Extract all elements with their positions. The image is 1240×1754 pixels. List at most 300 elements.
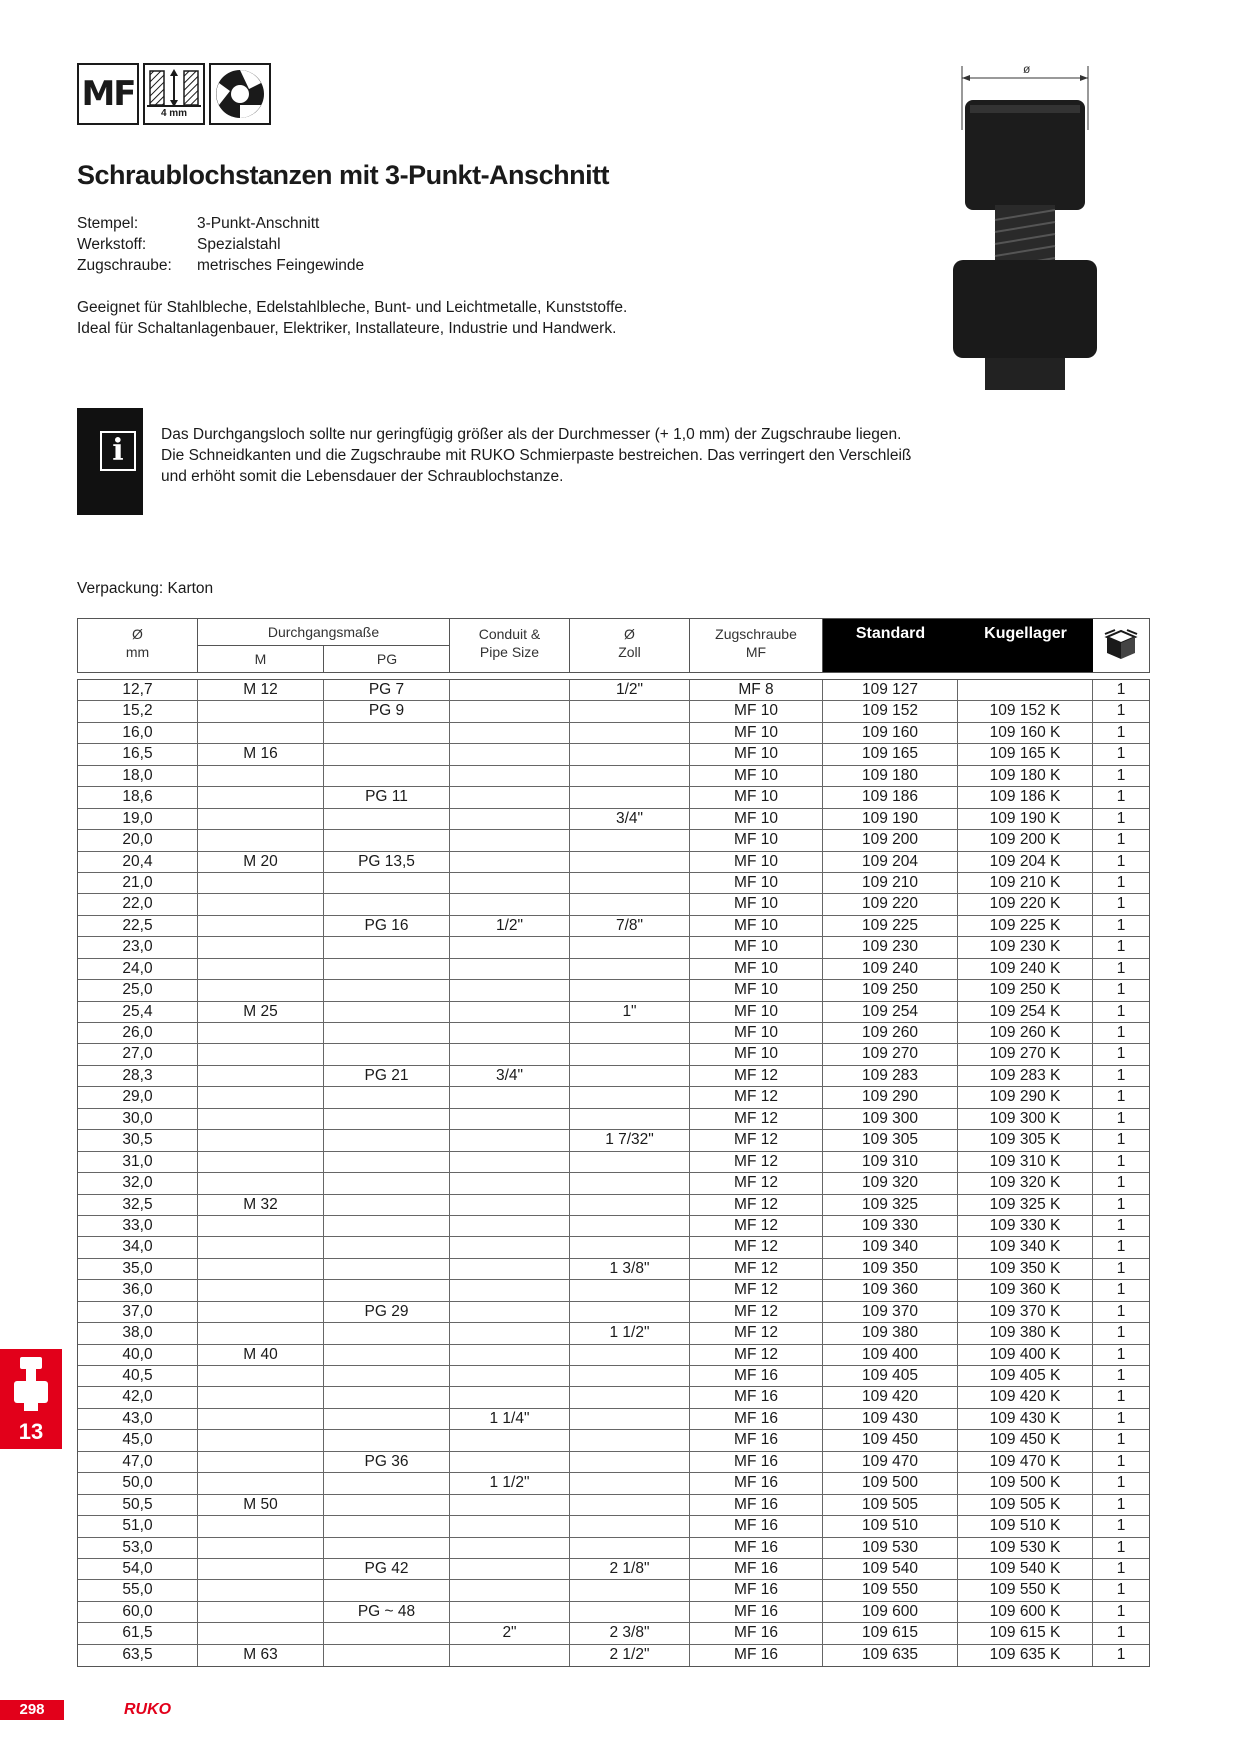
cell-diameter: 23,0 <box>78 937 198 957</box>
table-row <box>78 1195 1149 1216</box>
cell-conduit <box>450 852 570 872</box>
three-point-cutter-icon <box>209 63 271 125</box>
cell-m <box>198 980 324 1000</box>
cell-pg <box>324 1473 450 1493</box>
cell-diameter: 18,6 <box>78 787 198 807</box>
cell-conduit <box>450 1280 570 1300</box>
cell-diameter: 16,0 <box>78 723 198 743</box>
table-row <box>78 830 1149 851</box>
cell-conduit <box>450 680 570 700</box>
cell-screw: MF 10 <box>690 701 823 721</box>
table-row <box>78 1645 1149 1666</box>
cell-kugellager: 109 254 K <box>958 1002 1093 1022</box>
cell-package: 1 <box>1116 1367 1126 1384</box>
cell-conduit <box>450 1302 570 1322</box>
cell-m <box>198 830 324 850</box>
cell-kugellager: 109 340 K <box>958 1237 1093 1257</box>
cell-package: 1 <box>1116 1281 1126 1299</box>
cell-zoll <box>570 1237 690 1257</box>
cell-package: 1 <box>1116 1109 1126 1127</box>
cell-screw: MF 12 <box>690 1087 823 1107</box>
cell-conduit: 1 1/4" <box>450 1409 570 1429</box>
cell-diameter: 37,0 <box>78 1302 198 1322</box>
cell-kugellager: 109 505 K <box>958 1495 1093 1515</box>
col-screw: Zugschraube MF <box>690 619 823 672</box>
cell-screw: MF 12 <box>690 1109 823 1129</box>
cell-diameter: 55,0 <box>78 1580 198 1600</box>
cell-conduit <box>450 1216 570 1236</box>
cell-conduit <box>450 1452 570 1472</box>
page-title: Schraublochstanzen mit 3-Punkt-Anschnitt <box>77 160 610 190</box>
sheet-thickness-icon <box>145 65 203 109</box>
cell-standard: 109 470 <box>823 1452 958 1472</box>
cell-package: 1 <box>1116 916 1126 934</box>
cell-pg <box>324 1580 450 1600</box>
cell-screw: MF 12 <box>690 1323 823 1343</box>
table-row <box>78 1345 1149 1366</box>
cell-standard: 109 635 <box>823 1645 958 1666</box>
table-row <box>78 723 1149 744</box>
cell-m <box>198 1173 324 1193</box>
cell-kugellager: 109 250 K <box>958 980 1093 1000</box>
cell-screw: MF 16 <box>690 1430 823 1450</box>
cell-package: 1 <box>1116 1045 1126 1063</box>
cell-standard: 109 350 <box>823 1259 958 1279</box>
product-image <box>950 60 1100 400</box>
cell-pg: PG 9 <box>324 701 450 721</box>
table-row <box>78 1387 1149 1408</box>
cell-standard: 109 240 <box>823 959 958 979</box>
cell-zoll <box>570 1409 690 1429</box>
cell-diameter: 35,0 <box>78 1259 198 1279</box>
cell-package: 1 <box>1116 938 1126 956</box>
cell-diameter: 33,0 <box>78 1216 198 1236</box>
table-row <box>78 1216 1149 1237</box>
cell-package: 1 <box>1116 1302 1126 1320</box>
cell-diameter: 25,4 <box>78 1002 198 1022</box>
cell-screw: MF 10 <box>690 744 823 764</box>
cell-package: 1 <box>1116 1559 1126 1577</box>
cell-conduit <box>450 1044 570 1064</box>
brand-logo: RUKO <box>124 1701 172 1718</box>
cell-package: 1 <box>1116 1024 1126 1041</box>
cell-diameter: 63,5 <box>78 1645 198 1666</box>
cell-zoll <box>570 873 690 893</box>
cell-zoll <box>570 1580 690 1600</box>
cell-conduit <box>450 744 570 764</box>
cell-conduit <box>450 1559 570 1579</box>
cell-screw: MF 12 <box>690 1280 823 1300</box>
cell-standard: 109 450 <box>823 1430 958 1450</box>
cell-conduit <box>450 787 570 807</box>
cell-m <box>198 1109 324 1129</box>
cell-zoll <box>570 1109 690 1129</box>
cell-screw: MF 10 <box>690 830 823 850</box>
table-row <box>78 1559 1149 1580</box>
cell-package: 1 <box>1116 1474 1126 1492</box>
box-icon <box>1093 619 1149 672</box>
col-passage: Durchgangsmaße M PG <box>198 619 450 672</box>
table-row <box>78 1130 1149 1151</box>
cell-kugellager: 109 152 K <box>958 701 1093 721</box>
cell-kugellager: 109 310 K <box>958 1152 1093 1172</box>
cell-zoll: 2 3/8" <box>570 1623 690 1643</box>
table-row <box>78 873 1149 894</box>
cell-diameter: 45,0 <box>78 1430 198 1450</box>
cell-pg: PG 7 <box>324 680 450 700</box>
cell-package: 1 <box>1116 1238 1126 1256</box>
cell-conduit <box>450 1173 570 1193</box>
cell-kugellager: 109 204 K <box>958 852 1093 872</box>
cell-pg <box>324 1195 450 1215</box>
cell-kugellager: 109 260 K <box>958 1023 1093 1043</box>
cell-screw: MF 16 <box>690 1538 823 1558</box>
cell-zoll <box>570 1345 690 1365</box>
cell-m <box>198 766 324 786</box>
cell-package: 1 <box>1116 1345 1126 1363</box>
cell-m: M 50 <box>198 1495 324 1515</box>
cell-pg <box>324 1345 450 1365</box>
cell-m <box>198 1387 324 1407</box>
cell-screw: MF 12 <box>690 1152 823 1172</box>
cell-zoll <box>570 1602 690 1622</box>
cell-m <box>198 1430 324 1450</box>
cell-zoll <box>570 1538 690 1558</box>
cell-pg <box>324 1216 450 1236</box>
table-row <box>78 980 1149 1001</box>
cell-standard: 109 405 <box>823 1366 958 1386</box>
cell-m <box>198 1366 324 1386</box>
cell-diameter: 15,2 <box>78 701 198 721</box>
cell-kugellager: 109 330 K <box>958 1216 1093 1236</box>
cell-package: 1 <box>1116 1431 1126 1449</box>
cell-screw: MF 10 <box>690 787 823 807</box>
cell-standard: 109 190 <box>823 809 958 829</box>
cell-standard: 109 254 <box>823 1002 958 1022</box>
cell-standard: 109 550 <box>823 1580 958 1600</box>
cell-zoll <box>570 1173 690 1193</box>
cell-screw: MF 16 <box>690 1366 823 1386</box>
cell-m <box>198 1280 324 1300</box>
cell-zoll: 2 1/8" <box>570 1559 690 1579</box>
table-row <box>78 1109 1149 1130</box>
cell-zoll: 3/4" <box>570 809 690 829</box>
cell-conduit <box>450 1195 570 1215</box>
cell-screw: MF 10 <box>690 1023 823 1043</box>
cell-m <box>198 1259 324 1279</box>
table-row <box>78 1302 1149 1323</box>
table-row <box>78 959 1149 980</box>
cell-pg <box>324 1516 450 1536</box>
cell-pg <box>324 1538 450 1558</box>
cell-diameter: 42,0 <box>78 1387 198 1407</box>
info-box <box>77 408 143 515</box>
cell-standard: 109 180 <box>823 766 958 786</box>
cell-conduit <box>450 830 570 850</box>
info-text: Das Durchgangsloch sollte nur geringfügig größer als der Durchmesser (+ 1,0 mm) der Zugschraube liegen. Die Schneidkanten und die Zugschraube mit RUKO Schmierpaste bestreichen. Das verringert den Verschleiß und erhöht somit die Lebensdauer der Schraublochstanze. <box>161 426 912 485</box>
cell-package: 1 <box>1116 981 1126 999</box>
cell-package: 1 <box>1116 852 1126 870</box>
cell-standard: 109 510 <box>823 1516 958 1536</box>
cell-pg <box>324 1259 450 1279</box>
cell-kugellager: 109 635 K <box>958 1645 1093 1666</box>
cell-m <box>198 916 324 936</box>
cell-pg <box>324 723 450 743</box>
cell-zoll: 2 1/2" <box>570 1645 690 1666</box>
cell-pg <box>324 894 450 914</box>
cell-zoll <box>570 980 690 1000</box>
cell-zoll <box>570 1195 690 1215</box>
cell-zoll <box>570 1387 690 1407</box>
cell-package: 1 <box>1116 1602 1126 1620</box>
info-icon: i <box>100 431 136 471</box>
table-row <box>78 916 1149 937</box>
cell-standard: 109 500 <box>823 1473 958 1493</box>
cell-m <box>198 1066 324 1086</box>
cell-pg: PG 16 <box>324 916 450 936</box>
cell-standard: 109 165 <box>823 744 958 764</box>
cell-screw: MF 12 <box>690 1195 823 1215</box>
cell-diameter: 32,0 <box>78 1173 198 1193</box>
cell-standard: 109 250 <box>823 980 958 1000</box>
cell-kugellager: 109 225 K <box>958 916 1093 936</box>
cell-diameter: 34,0 <box>78 1237 198 1257</box>
cell-pg <box>324 1645 450 1666</box>
cell-pg <box>324 744 450 764</box>
cell-standard: 109 420 <box>823 1387 958 1407</box>
cell-conduit <box>450 1602 570 1622</box>
cell-standard: 109 320 <box>823 1173 958 1193</box>
cell-conduit <box>450 1366 570 1386</box>
cell-m: M 40 <box>198 1345 324 1365</box>
cell-pg <box>324 1109 450 1129</box>
cell-standard: 109 186 <box>823 787 958 807</box>
cell-package: 1 <box>1116 1131 1126 1149</box>
cell-diameter: 25,0 <box>78 980 198 1000</box>
cell-conduit <box>450 1516 570 1536</box>
cell-package: 1 <box>1116 831 1126 849</box>
cell-diameter: 54,0 <box>78 1559 198 1579</box>
cell-diameter: 21,0 <box>78 873 198 893</box>
cell-conduit <box>450 937 570 957</box>
cell-conduit <box>450 1259 570 1279</box>
cell-zoll <box>570 1516 690 1536</box>
cell-pg: PG 11 <box>324 787 450 807</box>
cell-conduit <box>450 1345 570 1365</box>
cell-kugellager: 109 360 K <box>958 1280 1093 1300</box>
cell-screw: MF 10 <box>690 916 823 936</box>
cell-zoll <box>570 1430 690 1450</box>
mf-icon: MF <box>77 63 139 125</box>
cell-pg <box>324 1280 450 1300</box>
thickness-icon: 4 mm <box>143 63 205 125</box>
cell-diameter: 28,3 <box>78 1066 198 1086</box>
cell-diameter: 38,0 <box>78 1323 198 1343</box>
cell-screw: MF 12 <box>690 1173 823 1193</box>
table-row <box>78 937 1149 958</box>
cell-pg <box>324 1173 450 1193</box>
cell-diameter: 20,0 <box>78 830 198 850</box>
table-row <box>78 1366 1149 1387</box>
cell-kugellager: 109 290 K <box>958 1087 1093 1107</box>
cell-diameter: 26,0 <box>78 1023 198 1043</box>
cell-standard: 109 290 <box>823 1087 958 1107</box>
cell-package: 1 <box>1116 1538 1126 1556</box>
cell-zoll: 1" <box>570 1002 690 1022</box>
cell-screw: MF 16 <box>690 1559 823 1579</box>
cell-m <box>198 1087 324 1107</box>
cell-kugellager: 109 165 K <box>958 744 1093 764</box>
spec-row: Stempel: 3-Punkt-Anschnitt <box>77 215 320 232</box>
cell-conduit <box>450 894 570 914</box>
data-table <box>77 679 1150 1667</box>
cell-zoll <box>570 1366 690 1386</box>
cell-standard: 109 330 <box>823 1216 958 1236</box>
cell-standard: 109 600 <box>823 1602 958 1622</box>
cell-standard: 109 220 <box>823 894 958 914</box>
cell-m: M 20 <box>198 852 324 872</box>
cell-package: 1 <box>1116 1174 1126 1192</box>
cell-kugellager: 109 600 K <box>958 1602 1093 1622</box>
cell-zoll <box>570 852 690 872</box>
cell-kugellager <box>958 680 1093 700</box>
cell-pg <box>324 1044 450 1064</box>
cell-kugellager: 109 160 K <box>958 723 1093 743</box>
cell-package: 1 <box>1116 1195 1126 1213</box>
cell-m <box>198 1323 324 1343</box>
cell-m: M 12 <box>198 680 324 700</box>
cell-kugellager: 109 405 K <box>958 1366 1093 1386</box>
diameter-label: ø <box>1023 62 1031 76</box>
cell-standard: 109 380 <box>823 1323 958 1343</box>
table-header <box>77 618 1150 673</box>
cell-package: 1 <box>1116 1624 1126 1642</box>
table-row <box>78 1538 1149 1559</box>
cell-zoll <box>570 723 690 743</box>
cell-diameter: 16,5 <box>78 744 198 764</box>
cell-zoll <box>570 830 690 850</box>
cell-m <box>198 937 324 957</box>
cell-zoll <box>570 1495 690 1515</box>
cell-m <box>198 1538 324 1558</box>
cell-zoll <box>570 959 690 979</box>
cell-conduit: 1 1/2" <box>450 1473 570 1493</box>
spec-row: Zugschraube: metrisches Feingewinde <box>77 257 365 274</box>
cell-conduit <box>450 809 570 829</box>
table-row <box>78 1237 1149 1258</box>
cell-kugellager: 109 190 K <box>958 809 1093 829</box>
cell-kugellager: 109 305 K <box>958 1130 1093 1150</box>
cell-m: M 32 <box>198 1195 324 1215</box>
cell-screw: MF 16 <box>690 1602 823 1622</box>
cell-diameter: 20,4 <box>78 852 198 872</box>
cell-diameter: 18,0 <box>78 766 198 786</box>
cell-kugellager: 109 300 K <box>958 1109 1093 1129</box>
cell-diameter: 40,5 <box>78 1366 198 1386</box>
cell-standard: 109 530 <box>823 1538 958 1558</box>
cell-screw: MF 10 <box>690 1044 823 1064</box>
cell-kugellager: 109 370 K <box>958 1302 1093 1322</box>
cell-m <box>198 873 324 893</box>
table-row <box>78 1495 1149 1516</box>
cell-standard: 109 400 <box>823 1345 958 1365</box>
cell-package: 1 <box>1116 959 1126 977</box>
cell-screw: MF 10 <box>690 937 823 957</box>
cell-conduit <box>450 1495 570 1515</box>
cell-package: 1 <box>1116 1088 1126 1106</box>
cell-package: 1 <box>1116 1002 1126 1020</box>
cell-zoll <box>570 701 690 721</box>
cell-standard: 109 370 <box>823 1302 958 1322</box>
cell-standard: 109 270 <box>823 1044 958 1064</box>
cell-screw: MF 16 <box>690 1452 823 1472</box>
cell-conduit <box>450 1387 570 1407</box>
cell-zoll <box>570 937 690 957</box>
page-number: 298 <box>0 1700 64 1720</box>
cell-package: 1 <box>1116 1259 1126 1277</box>
table-row <box>78 701 1149 722</box>
cell-screw: MF 16 <box>690 1580 823 1600</box>
cell-m <box>198 959 324 979</box>
table-row <box>78 1473 1149 1494</box>
cell-diameter: 36,0 <box>78 1280 198 1300</box>
cell-conduit: 2" <box>450 1623 570 1643</box>
cell-pg <box>324 1023 450 1043</box>
cell-screw: MF 8 <box>690 680 823 700</box>
cell-pg <box>324 1323 450 1343</box>
cell-kugellager: 109 220 K <box>958 894 1093 914</box>
table-row <box>78 1023 1149 1044</box>
cell-pg <box>324 1152 450 1172</box>
table-row <box>78 1430 1149 1451</box>
table-row <box>78 809 1149 830</box>
spec-row: Werkstoff: Spezialstahl <box>77 236 281 253</box>
cell-standard: 109 210 <box>823 873 958 893</box>
cell-zoll <box>570 1044 690 1064</box>
cell-package: 1 <box>1116 1152 1126 1170</box>
cell-standard: 109 200 <box>823 830 958 850</box>
cell-pg <box>324 830 450 850</box>
cell-pg <box>324 766 450 786</box>
table-row <box>78 1066 1149 1087</box>
cell-m <box>198 1580 324 1600</box>
table-row <box>78 744 1149 765</box>
cell-pg <box>324 1130 450 1150</box>
table-row <box>78 1280 1149 1301</box>
cell-kugellager: 109 400 K <box>958 1345 1093 1365</box>
cell-m <box>198 1409 324 1429</box>
cell-diameter: 24,0 <box>78 959 198 979</box>
cell-conduit <box>450 1323 570 1343</box>
cell-standard: 109 127 <box>823 680 958 700</box>
cell-diameter: 40,0 <box>78 1345 198 1365</box>
cell-kugellager: 109 186 K <box>958 787 1093 807</box>
cell-diameter: 27,0 <box>78 1044 198 1064</box>
cell-standard: 109 283 <box>823 1066 958 1086</box>
cell-diameter: 29,0 <box>78 1087 198 1107</box>
cell-zoll <box>570 766 690 786</box>
cell-standard: 109 230 <box>823 937 958 957</box>
cell-screw: MF 16 <box>690 1473 823 1493</box>
col-zoll: Ø Zoll <box>570 619 690 672</box>
cell-pg <box>324 1366 450 1386</box>
cell-conduit <box>450 1087 570 1107</box>
cell-package: 1 <box>1116 1216 1126 1234</box>
description: Geeignet für Stahlbleche, Edelstahlbleche, Bunt- und Leichtmetalle, Kunststoffe. Ideal für Schaltanlagenbauer, Elektriker, Installateure, Industrie und Handwerk. <box>77 299 628 337</box>
cell-m <box>198 894 324 914</box>
cell-standard: 109 540 <box>823 1559 958 1579</box>
cell-kugellager: 109 180 K <box>958 766 1093 786</box>
